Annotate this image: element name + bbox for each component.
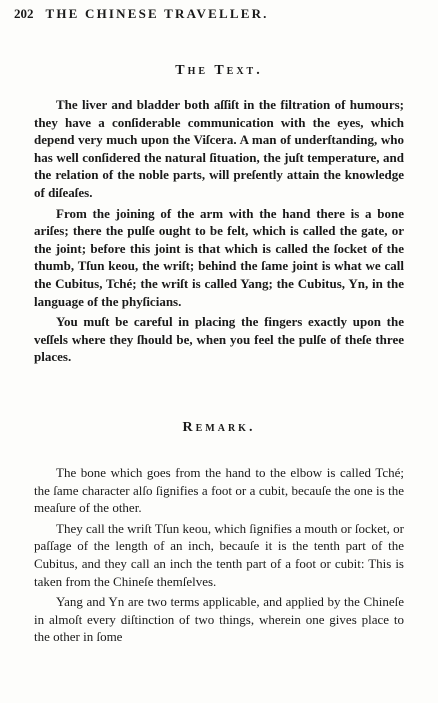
remark-paragraph-2: They call the wriſt Tſun keou, which ſignifies a mouth or ſocket, or paſſage of the length of an inch, becauſe it is the tenth part of the Cubitus, and they call an inch the tenth part of a foot or cubit: This is taken from the Chineſe themſelves.	[34, 520, 404, 589]
section-title-text: The Text.	[175, 63, 263, 78]
text-paragraph-2: From the joining of the arm with the hand there is a bone ariſes; there the pulſe ought to be felt, which is called the gate, or the joint; before this joint is that which is called the ſocket of the thumb, Tſun keou, the wriſt; behind the ſame joint is what we call the Cubitus, Tché; the wriſt is called Yang; the Cubitus, Yn, in the language of the phyſicians.	[34, 205, 404, 309]
remark-section-body	[34, 464, 404, 649]
remark-paragraph-3: Yang and Yn are two terms applicable, and applied by the Chineſe in almoſt every diſtinction of two things, wherein one gives place to the other in ſome	[34, 594, 404, 645]
page-number: 202	[14, 6, 34, 21]
text-section-body	[34, 96, 404, 369]
text-paragraph-3: You muſt be careful in placing the fingers exactly upon the veſſels where they ſhould be, when you feel the pulſe of theſe three places.	[34, 314, 404, 365]
section-title-remark: Remark.	[182, 420, 256, 435]
remark-paragraph-1: The bone which goes from the hand to the elbow is called Tché; the ſame character alſo ſignifies a foot or a cubit, becauſe the one is the meaſure of the other.	[34, 465, 404, 516]
running-title: THE CHINESE TRAVELLER.	[45, 6, 269, 21]
text-paragraph-1: The liver and bladder both aſſiſt in the filtration of humours; they have a conſiderable communication with the eyes, which depend very much upon the Viſcera. A man of underſtanding, who has well conſidered the natural ſituation, the juſt temperature, and the relation of the noble parts, will preſently attain the knowledge of diſeaſes.	[34, 97, 404, 200]
running-header	[14, 6, 269, 22]
